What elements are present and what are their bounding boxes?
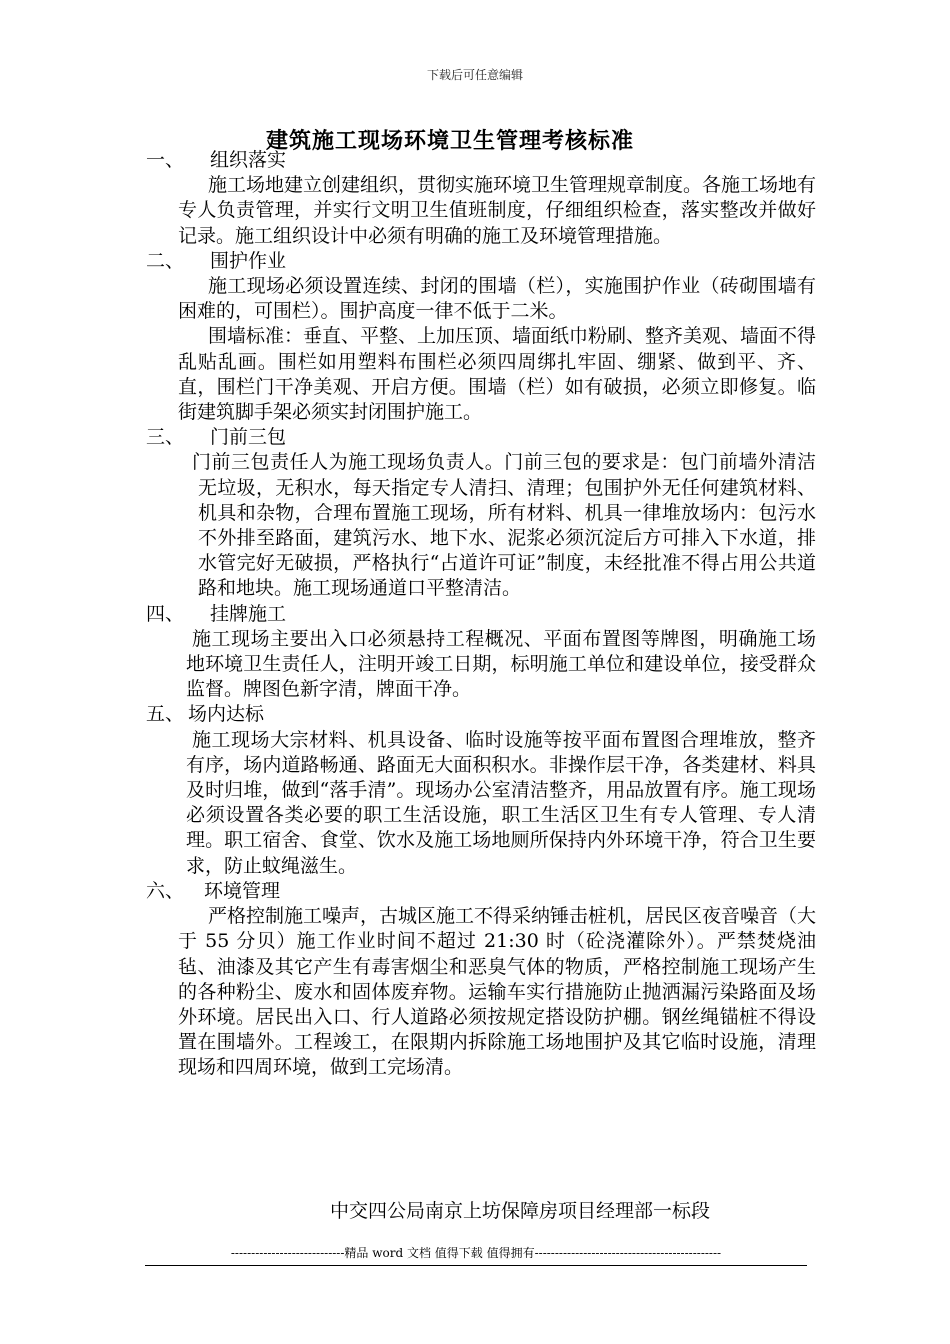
section-heading-6 bbox=[146, 879, 816, 904]
section-heading-3 bbox=[146, 425, 816, 450]
section-title: 挂牌施工 bbox=[210, 602, 287, 625]
section-paragraph: 围墙标准：垂直、平整、上加压顶、墙面纸巾粉刷、整齐美观、墙面不得乱贴乱画。围栏如用塑料布围栏必须四周绑扎牢固、绷紧、做到平、齐、直，围栏门干净美观、开启方便。围墙（栏）如有破损，必须立即修复。临街建筑脚手架必须实封闭围护施工。 bbox=[178, 325, 817, 424]
section-paragraph: 施工现场大宗材料、机具设备、临时设施等按平面布置图合理堆放，整齐有序，场内道路畅通、路面无大面积积水。非操作层干净，各类建材、料具及时归堆，做到“落手清”。现场办公室清洁整齐，用品放置有序。施工现场必须设置各类必要的职工生活设施，职工生活区卫生有专人管理、专人清理。职工宿舍、食堂、饮水及施工场地厕所保持内外环境干净，符合卫生要求，防止蚊绳滋生。 bbox=[186, 728, 816, 877]
signature-line: 中交四公局南京上坊保障房项目经理部一标段 bbox=[330, 1200, 711, 1222]
section-number: 四、 bbox=[146, 602, 185, 625]
section-title: 环境管理 bbox=[204, 879, 281, 902]
section-number: 一、 bbox=[146, 149, 185, 171]
section-paragraph: 施工场地建立创建组织，贯彻实施环境卫生管理规章制度。各施工场地有专人负责管理，并实行文明卫生值班制度，仔细组织检查，落实整改并做好记录。施工组织设计中必须有明确的施工及环境管理措施。 bbox=[178, 174, 817, 247]
section-title: 门前三包 bbox=[210, 426, 287, 449]
section-number: 五、 bbox=[146, 703, 185, 726]
document-body bbox=[146, 148, 816, 1081]
document-title: 建筑施工现场环境卫生管理考核标准 bbox=[265, 128, 634, 154]
header-note: 下载后可任意编辑 bbox=[426, 68, 523, 82]
footer-note: ----------------------------精品 word 文档 值得下载 值得拥有---------------------------------------------- bbox=[145, 1244, 807, 1266]
section-heading-4 bbox=[146, 602, 816, 627]
section-heading-2 bbox=[146, 249, 816, 274]
section-number: 六、 bbox=[146, 879, 185, 902]
section-heading-1 bbox=[146, 148, 816, 173]
section-paragraph: 施工现场主要出入口必须悬持工程概况、平面布置图等牌图，明确施工场地环境卫生责任人，注明开竣工日期，标明施工单位和建设单位，接受群众监督。牌图色新字清，牌面干净。 bbox=[186, 627, 816, 701]
section-title: 围护作业 bbox=[210, 249, 287, 272]
section-number: 三、 bbox=[146, 426, 185, 449]
section-title: 场内达标 bbox=[188, 703, 265, 726]
section-number: 二、 bbox=[146, 249, 185, 272]
section-paragraph: 门前三包责任人为施工现场负责人。门前三包的要求是：包门前墙外清洁无垃圾，无积水，每天指定专人清扫、清理；包围护外无任何建筑材料、机具和杂物，合理布置施工现场，所有材料、机具一律堆放场内：包污水不外排至路面，建筑污水、地下水、泥浆必须沉淀后方可排入下水道，排水管完好无破损，严格执行“占道许可证”制度，未经批准不得占用公共道路和地块。施工现场通道口平整清洁。 bbox=[192, 451, 816, 600]
section-title: 组织落实 bbox=[210, 149, 287, 171]
section-heading-5 bbox=[146, 702, 816, 727]
section-paragraph: 施工现场必须设置连续、封闭的围墙（栏），实施围护作业（砖砌围墙有困难的，可围栏）。围护高度一律不低于二米。 bbox=[178, 275, 816, 323]
section-paragraph: 严格控制施工噪声，古城区施工不得采纳锤击桩机，居民区夜音噪音（大于 55 分贝）施工作业时间不超过 21:30 时（砼浇灌除外）。严禁焚烧油毡、油漆及其它产生有毒害烟尘和恶臭气体的物质，严格控制施工现场产生的各种粉尘、废水和固体废弃物。运输车实行措施防止抛洒漏污染路面及场外环境。居民出入口、行人道路必须按规定搭设防护棚。钢丝绳锚桩不得设置在围墙外。工程竣工，在限期内拆除施工场地围护及其它临时设施，清理现场和四周环境，做到工完场清。 bbox=[178, 905, 817, 1079]
